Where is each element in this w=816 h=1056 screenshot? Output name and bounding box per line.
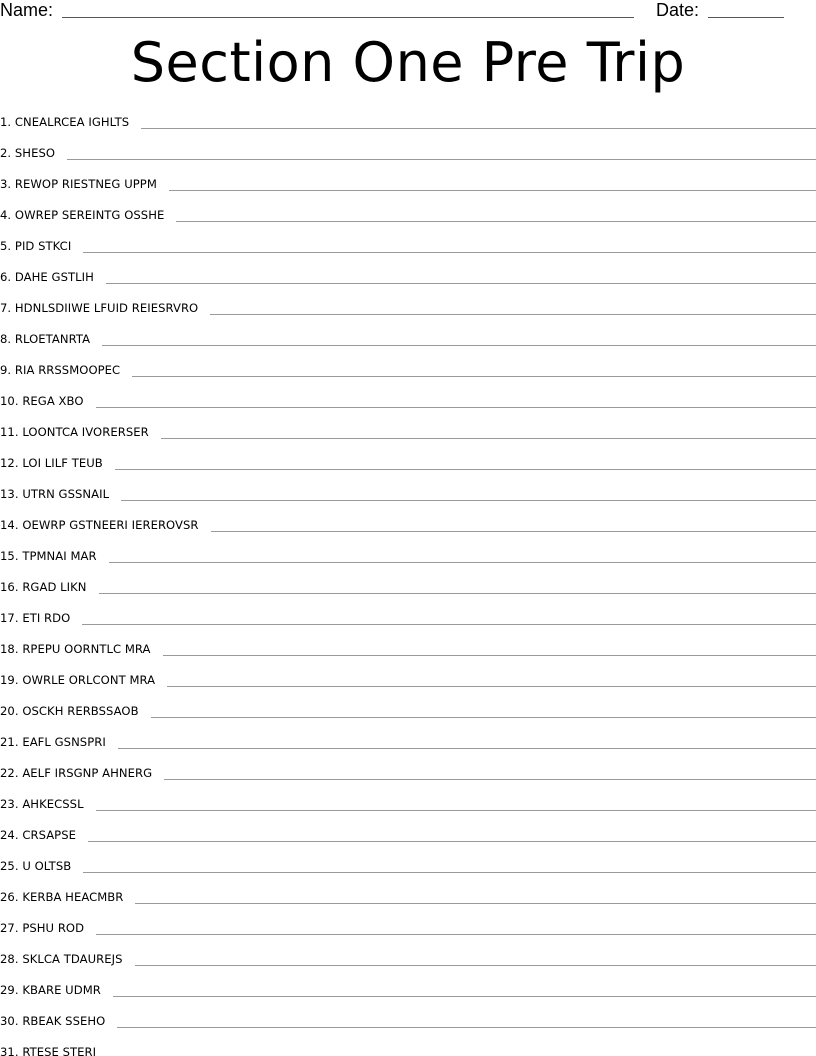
list-item bbox=[0, 974, 816, 1005]
scrambled-word: 8. RLOETANRTA bbox=[0, 332, 91, 346]
scrambled-word: 14. OEWRP GSTNEERI IEREROVSR bbox=[0, 518, 199, 532]
name-label: Name: bbox=[0, 0, 54, 20]
answer-line[interactable] bbox=[83, 252, 816, 253]
answer-line[interactable] bbox=[67, 159, 816, 160]
answer-line[interactable] bbox=[96, 934, 816, 935]
answer-line[interactable] bbox=[161, 438, 816, 439]
scrambled-word: 25. U OLTSB bbox=[0, 859, 72, 873]
list-item bbox=[0, 881, 816, 912]
answer-line[interactable] bbox=[115, 469, 816, 470]
scramble-list bbox=[0, 106, 816, 1056]
scrambled-word: 16. RGAD LIKN bbox=[0, 580, 87, 594]
scrambled-word: 12. LOI LILF TEUB bbox=[0, 456, 103, 470]
list-item bbox=[0, 106, 816, 137]
scrambled-word: 18. RPEPU OORNTLC MRA bbox=[0, 642, 151, 656]
answer-line[interactable] bbox=[106, 283, 816, 284]
answer-line[interactable] bbox=[164, 779, 816, 780]
date-field[interactable] bbox=[708, 17, 784, 18]
answer-line[interactable] bbox=[83, 872, 816, 873]
answer-line[interactable] bbox=[113, 996, 816, 997]
answer-line[interactable] bbox=[135, 965, 816, 966]
scrambled-word: 3. REWOP RIESTNEG UPPM bbox=[0, 177, 157, 191]
list-item bbox=[0, 726, 816, 757]
list-item bbox=[0, 602, 816, 633]
list-item bbox=[0, 1005, 816, 1036]
list-item bbox=[0, 385, 816, 416]
list-item bbox=[0, 137, 816, 168]
answer-line[interactable] bbox=[167, 686, 816, 687]
list-item bbox=[0, 819, 816, 850]
list-item bbox=[0, 788, 816, 819]
answer-line[interactable] bbox=[96, 407, 816, 408]
scrambled-word: 4. OWREP SEREINTG OSSHE bbox=[0, 208, 165, 222]
scrambled-word: 5. PID STKCI bbox=[0, 239, 72, 253]
scrambled-word: 7. HDNLSDIIWE LFUID REIESRVRO bbox=[0, 301, 199, 315]
answer-line[interactable] bbox=[163, 655, 816, 656]
scrambled-word: 19. OWRLE ORLCONT MRA bbox=[0, 673, 156, 687]
answer-line[interactable] bbox=[118, 748, 816, 749]
answer-line[interactable] bbox=[99, 593, 816, 594]
answer-line[interactable] bbox=[82, 624, 816, 625]
answer-line[interactable] bbox=[109, 562, 816, 563]
list-item bbox=[0, 1036, 816, 1056]
list-item bbox=[0, 230, 816, 261]
scrambled-word: 20. OSCKH RERBSSAOB bbox=[0, 704, 139, 718]
scrambled-word: 28. SKLCA TDAUREJS bbox=[0, 952, 123, 966]
list-item bbox=[0, 540, 816, 571]
list-item bbox=[0, 478, 816, 509]
answer-line[interactable] bbox=[151, 717, 816, 718]
list-item bbox=[0, 416, 816, 447]
scrambled-word: 23. AHKECSSL bbox=[0, 797, 84, 811]
list-item bbox=[0, 323, 816, 354]
answer-line[interactable] bbox=[176, 221, 816, 222]
answer-line[interactable] bbox=[88, 841, 816, 842]
worksheet-header bbox=[0, 0, 816, 24]
scrambled-word: 29. KBARE UDMR bbox=[0, 983, 101, 997]
answer-line[interactable] bbox=[141, 128, 816, 129]
scrambled-word: 11. LOONTCA IVORERSER bbox=[0, 425, 149, 439]
scrambled-word: 26. KERBA HEACMBR bbox=[0, 890, 124, 904]
answer-line[interactable] bbox=[211, 531, 816, 532]
answer-line[interactable] bbox=[102, 345, 816, 346]
list-item bbox=[0, 447, 816, 478]
answer-line[interactable] bbox=[135, 903, 816, 904]
list-item bbox=[0, 354, 816, 385]
list-item bbox=[0, 292, 816, 323]
answer-line[interactable] bbox=[210, 314, 816, 315]
answer-line[interactable] bbox=[96, 810, 816, 811]
list-item bbox=[0, 943, 816, 974]
date-label: Date: bbox=[656, 0, 700, 20]
list-item bbox=[0, 633, 816, 664]
list-item bbox=[0, 261, 816, 292]
list-item bbox=[0, 509, 816, 540]
list-item bbox=[0, 850, 816, 881]
scrambled-word: 6. DAHE GSTLIH bbox=[0, 270, 94, 284]
answer-line[interactable] bbox=[121, 500, 816, 501]
scrambled-word: 15. TPMNAI MAR bbox=[0, 549, 97, 563]
scrambled-word: 17. ETI RDO bbox=[0, 611, 71, 625]
answer-line[interactable] bbox=[117, 1027, 816, 1028]
list-item bbox=[0, 757, 816, 788]
scrambled-word: 30. RBEAK SSEHO bbox=[0, 1014, 106, 1028]
answer-line[interactable] bbox=[169, 190, 816, 191]
list-item bbox=[0, 571, 816, 602]
scrambled-word: 31. RTESE STERI bbox=[0, 1045, 97, 1056]
answer-line[interactable] bbox=[132, 376, 816, 377]
list-item bbox=[0, 695, 816, 726]
scrambled-word: 9. RIA RRSSMOOPEC bbox=[0, 363, 121, 377]
scrambled-word: 21. EAFL GSNSPRI bbox=[0, 735, 106, 749]
scrambled-word: 27. PSHU ROD bbox=[0, 921, 85, 935]
list-item bbox=[0, 168, 816, 199]
list-item bbox=[0, 664, 816, 695]
scrambled-word: 22. AELF IRSGNP AHNERG bbox=[0, 766, 153, 780]
scrambled-word: 13. UTRN GSSNAIL bbox=[0, 487, 110, 501]
scrambled-word: 24. CRSAPSE bbox=[0, 828, 77, 842]
list-item bbox=[0, 199, 816, 230]
scrambled-word: 10. REGA XBO bbox=[0, 394, 84, 408]
scrambled-word: 1. CNEALRCEA IGHLTS bbox=[0, 115, 130, 129]
list-item bbox=[0, 912, 816, 943]
page-title: Section One Pre Trip bbox=[130, 31, 686, 94]
scrambled-word: 2. SHESO bbox=[0, 146, 56, 160]
name-field[interactable] bbox=[62, 17, 634, 18]
